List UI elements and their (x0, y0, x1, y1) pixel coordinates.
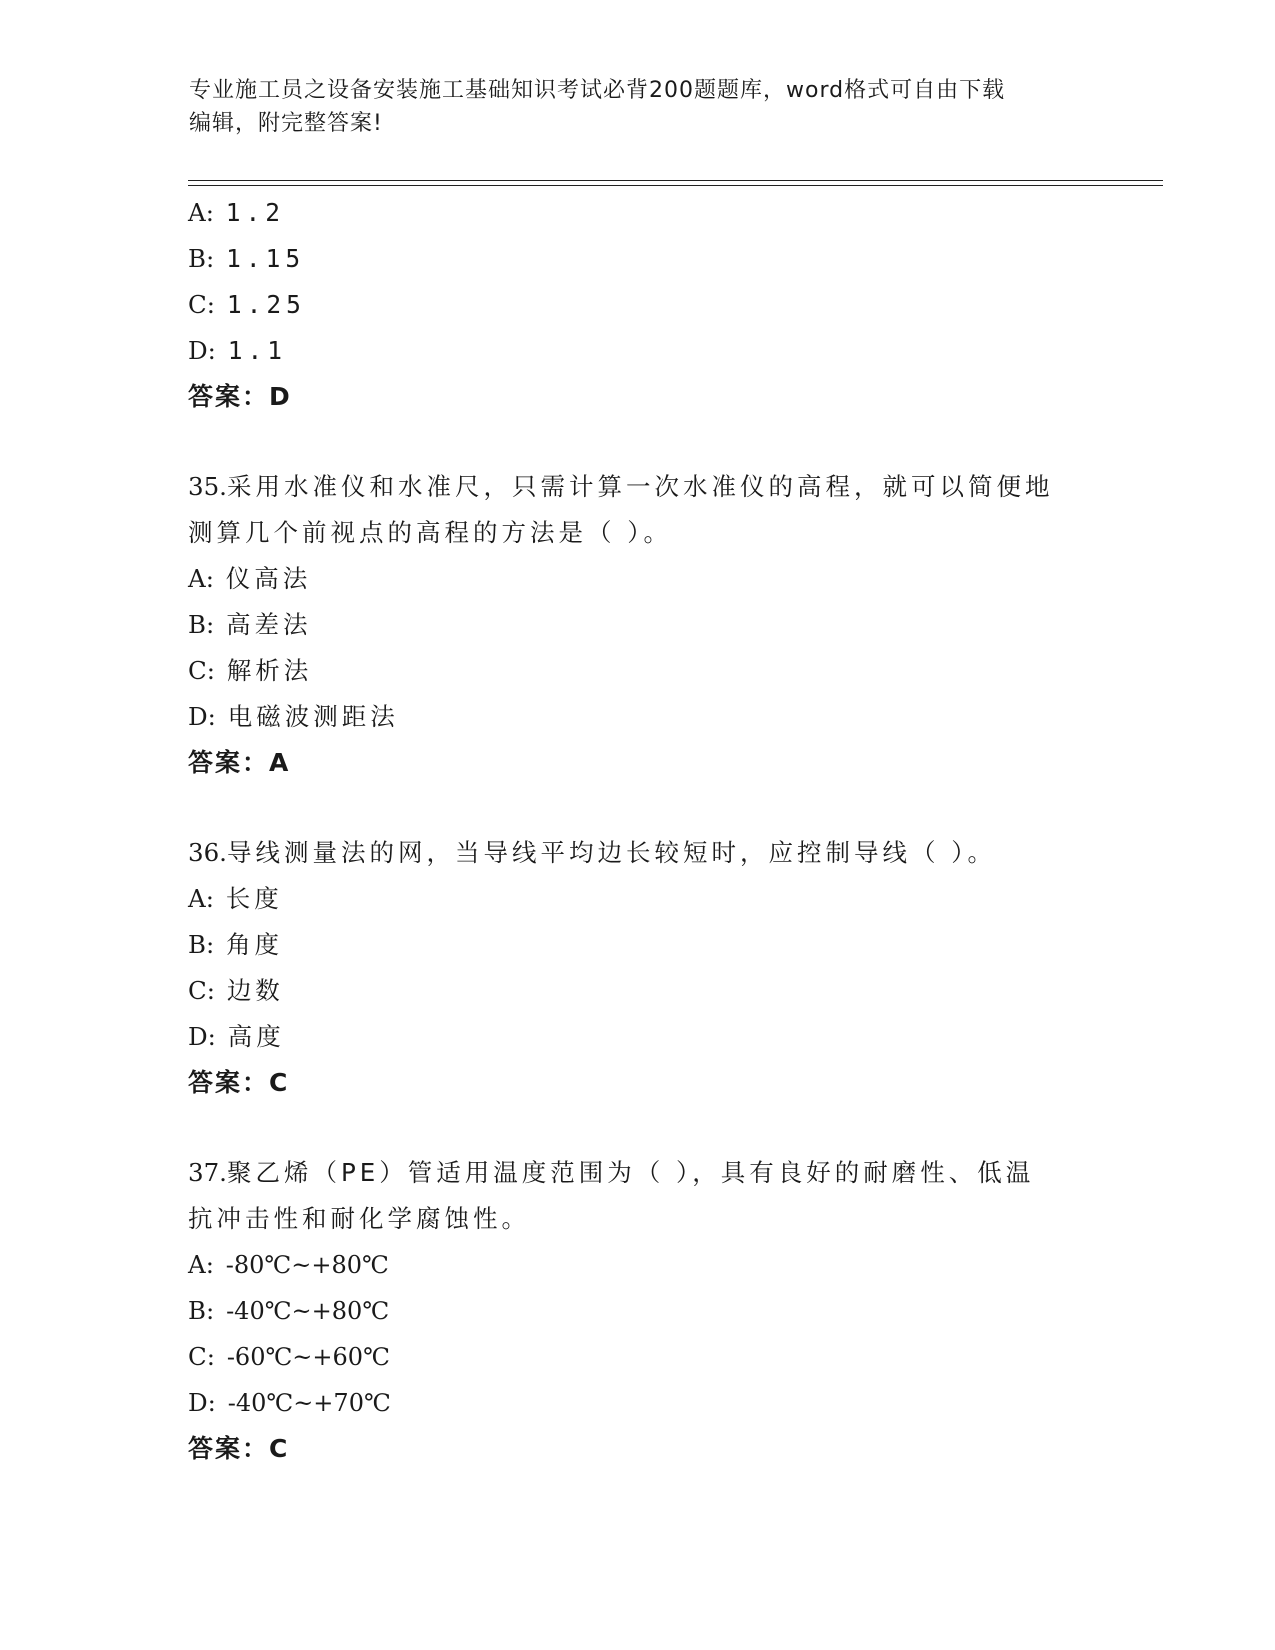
option-d (188, 328, 1088, 374)
option-text: 角度 (226, 930, 284, 959)
option-text: 边数 (226, 976, 284, 1005)
question-stem-line-1 (188, 830, 1088, 876)
answer-line: 答案：A (188, 748, 291, 777)
option-c (188, 1334, 1088, 1380)
option-d (188, 694, 1088, 740)
option-text: 高度 (227, 1022, 285, 1051)
option-letter: D: (188, 336, 216, 365)
question-block-35 (188, 464, 1088, 786)
question-text: 聚乙烯（PE）管适用温度范围为（ ），具有良好的耐磨性、低温 (226, 1158, 1035, 1187)
question-block-prev (188, 190, 1088, 420)
question-block-37 (188, 1150, 1088, 1472)
question-number: 37. (188, 1158, 227, 1187)
option-a (188, 876, 1088, 922)
option-letter: D: (188, 1022, 216, 1051)
option-text: 解析法 (226, 656, 313, 685)
option-text: 仪高法 (225, 564, 312, 593)
option-text: 高差法 (226, 610, 312, 639)
option-text: 电磁波测距法 (227, 702, 399, 731)
option-c (188, 282, 1088, 328)
option-d (188, 1014, 1088, 1060)
spacer (188, 1106, 1088, 1150)
header-line-2: 编辑，附完整答案! (189, 111, 383, 136)
option-letter: B: (188, 930, 215, 959)
option-text: -40℃~+80℃ (226, 1297, 390, 1325)
option-letter: C: (188, 656, 216, 685)
option-text: -40℃~+70℃ (227, 1389, 391, 1417)
option-letter: C: (188, 290, 216, 319)
option-c (188, 968, 1088, 1014)
option-letter: D: (188, 1388, 216, 1417)
answer-line: 答案：D (188, 382, 292, 411)
spacer (188, 420, 1088, 464)
document-header (189, 74, 1089, 140)
question-text: 采用水准仪和水准尺，只需计算一次水准仪的高程，就可以简便地 (226, 472, 1054, 501)
option-d (188, 1380, 1088, 1426)
option-b (188, 236, 1088, 282)
option-text: 1.25 (226, 290, 306, 319)
option-b (188, 1288, 1088, 1334)
option-letter: A: (188, 198, 214, 227)
option-b (188, 922, 1088, 968)
option-letter: C: (188, 976, 216, 1005)
option-text: 1.1 (227, 336, 287, 365)
option-a (188, 1242, 1088, 1288)
question-list (188, 190, 1088, 1472)
question-number: 36. (188, 838, 227, 867)
option-text: 1.2 (225, 198, 286, 227)
question-number: 35. (188, 472, 227, 501)
option-b (188, 602, 1088, 648)
option-letter: A: (188, 1250, 214, 1279)
option-letter: A: (188, 884, 214, 913)
option-text: 长度 (225, 884, 283, 913)
option-text: 1.15 (226, 244, 306, 273)
question-stem-line-2: 测算几个前视点的高程的方法是（ ）。 (188, 518, 673, 547)
option-letter: D: (188, 702, 216, 731)
answer-line: 答案：C (188, 1434, 290, 1463)
question-stem-line-2: 抗冲击性和耐化学腐蚀性。 (188, 1204, 530, 1233)
option-letter: B: (188, 610, 215, 639)
option-text: -80℃~+80℃ (225, 1251, 389, 1279)
option-letter: C: (188, 1342, 216, 1371)
header-divider-top (188, 180, 1163, 181)
option-c (188, 648, 1088, 694)
option-letter: A: (188, 564, 214, 593)
option-letter: B: (188, 1296, 215, 1325)
question-stem-line-1 (188, 464, 1088, 510)
spacer (188, 786, 1088, 830)
option-text: -60℃~+60℃ (226, 1343, 390, 1371)
answer-line: 答案：C (188, 1068, 290, 1097)
option-a (188, 190, 1088, 236)
header-divider-bottom (188, 185, 1163, 186)
option-letter: B: (188, 244, 215, 273)
question-text: 导线测量法的网，当导线平均边长较短时，应控制导线（ ）。 (226, 838, 997, 867)
question-stem-line-1 (188, 1150, 1088, 1196)
question-block-36 (188, 830, 1088, 1106)
header-line-1: 专业施工员之设备安装施工基础知识考试必背200题题库，word格式可自由下载 (189, 78, 1006, 103)
option-a (188, 556, 1088, 602)
